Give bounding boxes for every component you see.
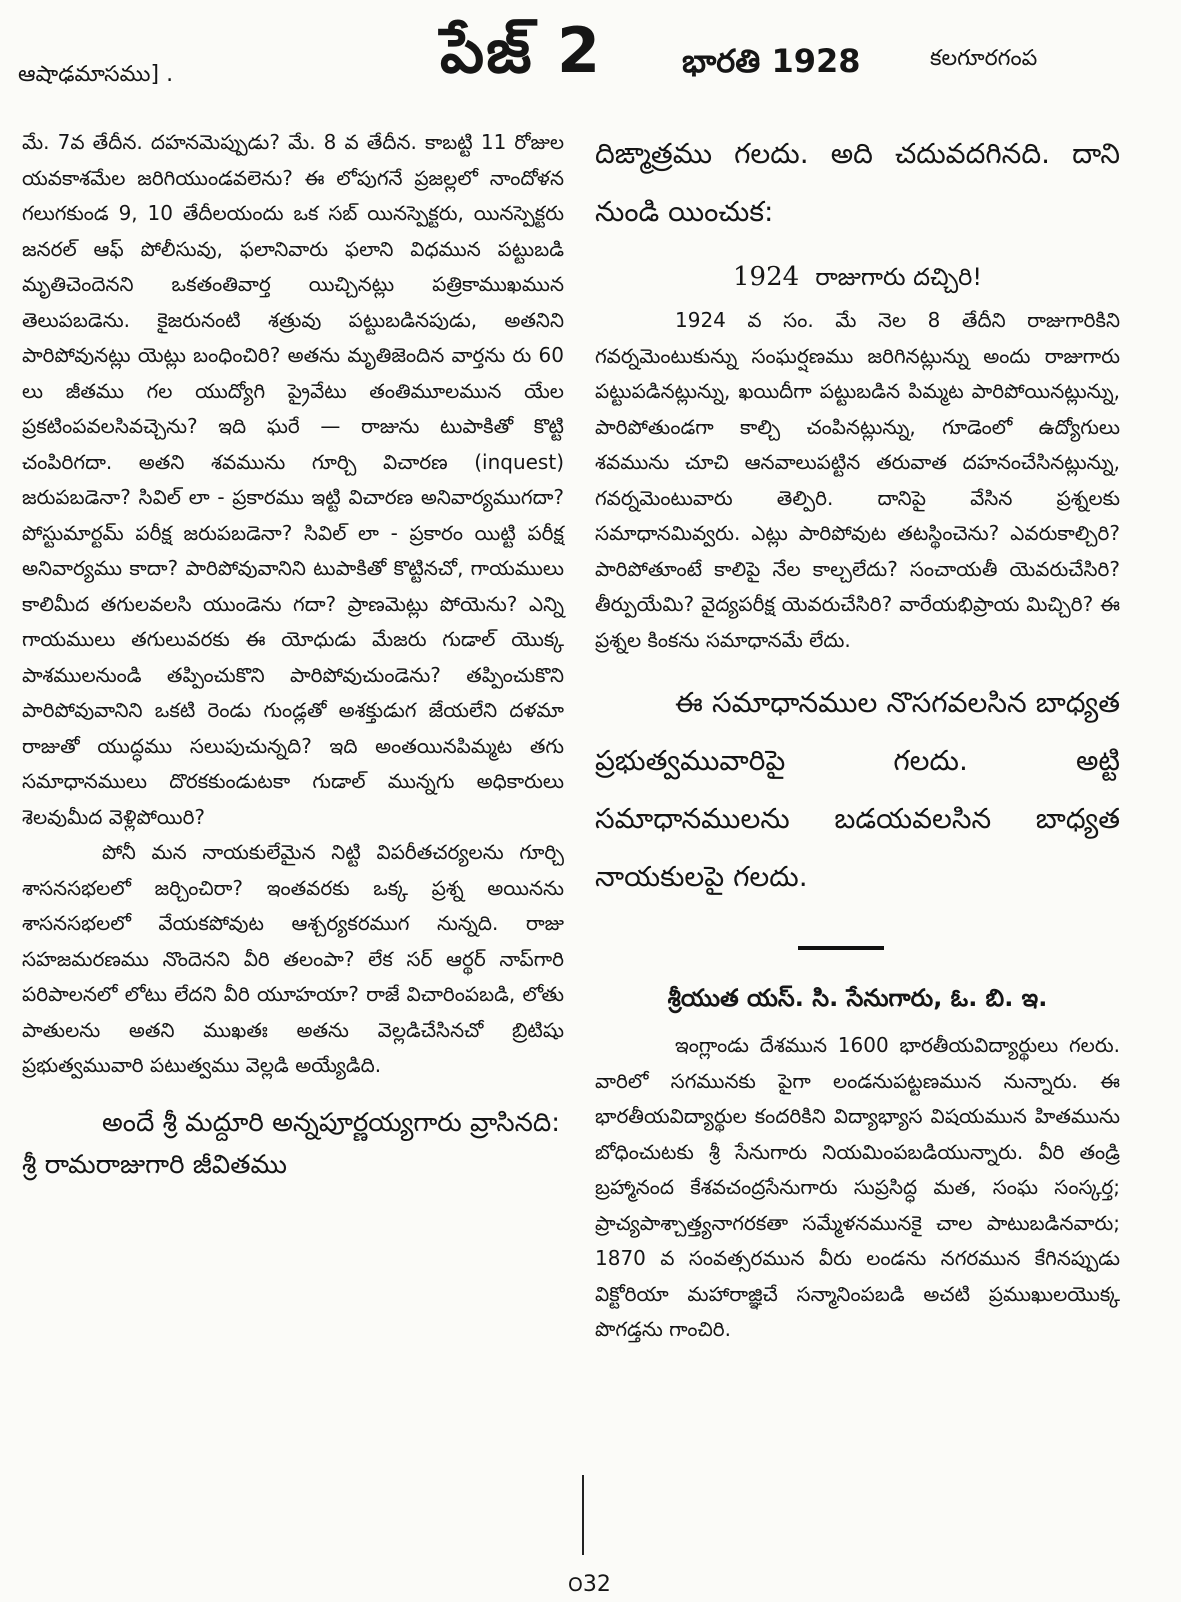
right-column <box>595 125 1120 1348</box>
section-name: కలగూరగంప <box>930 46 1038 71</box>
left-footer-note: అందే శ్రీ మద్దూరి అన్నపూర్ణయ్యగారు వ్రాసినది: శ్రీ రామరాజుగారి జీవితము <box>22 1107 561 1180</box>
right-paragraph-2: 1924 వ సం. మే నెల 8 తేదీని రాజుగారికిని గవర్నమెంటుకున్ను సంఘర్షణము జరిగినట్లున్ను అందు రాజుగారు పట్టుపడినట్లున్ను, ఖయిదీగా పట్టుబడిన పిమ్మట పారిపోయినట్లున్ను, పారిపోతుండగా కాల్చి చంపినట్లున్ను, గూడెంలో ఉద్యోగులు శవమును చూచి ఆనవాలుపట్టిన తరువాత దహనంచేసినట్లున్ను, గవర్నమెంటువారు తెల్పిరి. దానిపై వేసిన ప్రశ్నలకు సమాధానమివ్వరు. ఎట్లు పారిపోవుట తటస్థించెను? ఎవరుకాల్చిరి? పారిపోతూంటే కాలిపై నేల కాల్చలేదు? సంచాయతీ యెవరుచేసిరి? తీర్పుయేమి? వైద్యపరీక్ష యెవరుచేసిరి? వారేయభిప్రాయ మిచ్చిరి? ఈ ప్రశ్నల కింకను సమాధానమే లేదు. <box>595 308 1120 652</box>
page-title: పేజ్ 2 <box>440 14 603 87</box>
column-divider <box>582 1475 584 1555</box>
right-paragraph-1: దిఙ్మాత్రము గలదు. అది చదువదగినది. దాని నుండి యించుక: <box>595 137 1120 228</box>
page-number: ౦32 <box>568 1572 611 1597</box>
heading-text: రాజుగారు దచ్చిరి! <box>815 263 982 291</box>
left-paragraph-2: పోనీ మన నాయకులేమైన నిట్టి విపరీతచర్యలను గూర్చి శాసనసభలలో జర్చించిరా? ఇంతవరకు ఒక్క ప్రశ్న అయినను శాసనసభలలో వేయకపోవుట ఆశ్చర్యకరముగ నున్నది. రాజు సహజమరణము నొందెనని వీరి తలంపా? లేక సర్ ఆర్థర్ నాప్‌గారి పరిపాలనలో లోటు లేదని వీరి యూహయా? రాజే విచారింపబడి, లోతు పాతులను అతని ముఖతః అతను వెల్లడిచేసినచో బ్రిటిషు ప్రభుత్వమువారి పటుత్వము వెల్లడి అయ్యేడిది. <box>22 840 564 1077</box>
section-heading-sen: శ్రీయుత యస్. సి. సేనుగారు, ఓ. బి. ఇ. <box>667 984 1048 1012</box>
margin-year-note: 1924 <box>733 262 800 292</box>
journal-name: భారతి 1928 <box>682 42 861 80</box>
page-header <box>0 0 1181 110</box>
right-paragraph-3: ఈ సమాధానముల నొసగవలసిన బాధ్యత ప్రభుత్వమువారిపై గలదు. అట్టి సమాధానములను బడయవలసిన బాధ్యత నాయకులపై గలదు. <box>595 686 1120 893</box>
section-heading-raju <box>595 251 1120 303</box>
section-rule <box>798 946 884 950</box>
left-column <box>22 125 564 1186</box>
left-paragraph-1: మే. 7వ తేదీన. దహనమెప్పుడు? మే. 8 వ తేదీన. కాబట్టి 11 రోజుల యవకాశమేల జరిగియుండవలెను? ఈ లోపుగనే ప్రజల్లలో నాందోళన గలుగకుండ 9, 10 తేదీలయందు ఒక సబ్ యినస్పెక్టరు, యినస్పెక్టరు జనరల్ ఆఫ్ పోలీసువు, ఫలానివారు ఫలాని విధమున పట్టుబడి మృతిచెందెనని ఒకతంతివార్త యిచ్చినట్లు పత్రికాముఖమున తెలుపబడెను. కైజరునంటి శత్రువు పట్టుబడినపుడు, అతనిని పారిపోవునట్లు యెట్లు బంధించిరి? అతను మృతిజెందిన వార్తను రు 60 లు జీతము గల యుద్యోగి ప్రైవేటు తంతిమూలమున యేల ప్రకటింపవలసివచ్చెను? ఇది ఘరే — రాజును టుపాకితో కొట్టి చంపిరిగదా. అతని శవమును గూర్చి విచారణ (inquest) జరుపబడెనా? సివిల్ లా - ప్రకారము ఇట్టి విచారణ అనివార్యముగదా? పోస్టుమార్టమ్ పరీక్ష జరుపబడెనా? సివిల్ లా - ప్రకారం యిట్టి పరీక్ష అనివార్యము కాదా? పారిపోవువానిని టుపాకితో కొట్టినచో, గాయములు కాలిమీద తగులవలసి యుండెను గదా? ప్రాణమెట్లు పోయెను? ఎన్ని గాయములు తగులువరకు ఈ యోధుడు మేజరు గుడాల్ యొక్క పాశములనుండి తప్పించుకొని పారిపోవుచుండెను? తప్పించుకొని పారిపోవువానిని ఒకటి రెండు గుండ్లతో అశక్తుడుగ జేయలేని దళమా రాజుతో యుద్ధము సలుపుచున్నది? ఇది అంతయినపిమ్మట తగు సమాధానములు దొరకకుండుటకా గుడాల్ మున్నగు అధికారులు శెలవుమీద వెళ్లిపోయిరి? <box>22 130 564 829</box>
right-paragraph-4: ఇంగ్లాండు దేశమున 1600 భారతీయవిద్యార్థులు గలరు. వారిలో సగమునకు పైగా లండనుపట్టణమున నున్నారు. ఈ భారతీయవిద్యార్థుల కందరికిని విద్యాభ్యాస విషయమున హితమును బోధించుటకు శ్రీ సేనుగారు నియమింపబడియున్నారు. వీరి తండ్రి బ్రహ్మానంద కేశవచంద్రసేనుగారు సుప్రసిద్ధ మత, సంఘ సంస్కర్త; ప్రాచ్యపాశ్చాత్త్యనాగరకతా సమ్మేళనమునకై చాల పాటుబడినవారు; 1870 వ సంవత్సరమున వీరు లండను నగరమున కేగినప్పుడు విక్టోరియా మహారాజ్ఞిచే సన్మానింపబడి అచటి ప్రముఖులయొక్క పొగడ్తను గాంచిరి. <box>595 1033 1120 1341</box>
month-label: ఆషాఢమాసము] . <box>18 62 174 87</box>
